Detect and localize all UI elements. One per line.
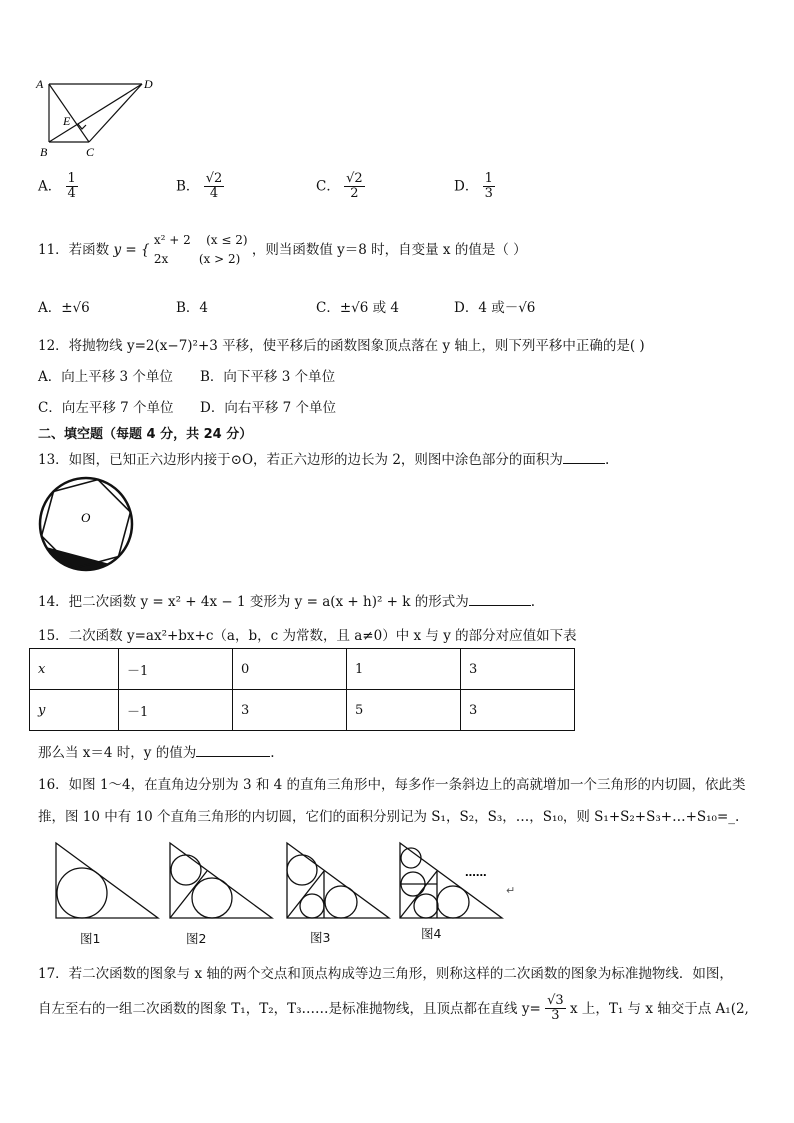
q10-option-c[interactable]: C． $\frac{√2}{2}$ [316, 171, 363, 202]
q16-line1: 16．如图 1～4，在直角边分别为 3 和 4 的直角三角形中，每多作一条斜边上的高就增加一个三角形的内切圆，依此类 [38, 777, 746, 793]
caption-fig4: 图4 [421, 926, 442, 941]
q15-stem: 15．二次函数 y=ax²+bx+c（a，b，c 为常数，且 a≠0）中 x 与 y 的部分对应值如下表 [38, 628, 577, 644]
q17-line1: 17．若二次函数的图象与 x 轴的两个交点和顶点构成等边三角形，则称这样的二次函数的图象为标准抛物线．如图， [38, 966, 733, 982]
caption-fig1: 图1 [80, 931, 101, 946]
q10-option-d[interactable]: D． $\frac{1}{3}$ [454, 171, 493, 202]
table-cell: 0 [233, 649, 347, 690]
table-cell: 1 [347, 649, 461, 690]
q14-answer-blank[interactable] [469, 605, 531, 606]
q11-option-b[interactable]: B．4 [176, 300, 209, 316]
table-cell: －1 [119, 649, 233, 690]
table-cell: 3 [461, 690, 575, 731]
label-E: E [63, 114, 71, 128]
table-row [30, 690, 575, 731]
q11-option-d[interactable]: D．4 或－√6 [454, 300, 536, 316]
return-mark: ↵ [506, 884, 516, 897]
q17-line2: 自左至右的一组二次函数的图象 T₁，T₂，T₃……是标准抛物线，且顶点都在直线 y= $\frac{√3}{3}$ x 上，T₁ 与 x 轴交于点 A₁(2, [38, 993, 749, 1024]
q13-answer-blank[interactable] [563, 463, 605, 464]
quadrilateral-figure [34, 74, 164, 160]
label-B: B [40, 145, 48, 159]
table-cell: 3 [461, 649, 575, 690]
q15-question: 那么当 x＝4 时，y 的值为 . [38, 745, 275, 761]
q12-option-d[interactable]: D．向右平移 7 个单位 [200, 400, 336, 416]
table-cell: －1 [119, 690, 233, 731]
label-D: D [144, 77, 153, 91]
q15-answer-blank[interactable] [196, 756, 270, 757]
q10-option-b[interactable]: B． $\frac{√2}{4}$ [176, 171, 223, 202]
ellipsis-dots: ...... [465, 864, 487, 879]
q11-option-a[interactable]: A．±√6 [38, 300, 90, 316]
q13-stem: 13．如图，已知正六边形内接于⊙O，若正六边形的边长为 2，则图中涂色部分的面积为 . [38, 452, 610, 468]
q12-stem: 12．将抛物线 y=2(x−7)²+3 平移，使平移后的函数图象顶点落在 y 轴上，则下列平移中正确的是( ) [38, 338, 645, 354]
caption-fig3: 图3 [310, 930, 331, 945]
table-cell: y [30, 690, 119, 731]
table-cell: x [30, 649, 119, 690]
q10-option-a[interactable]: A． $\frac{1}{4}$ [38, 171, 76, 202]
table-row [30, 649, 575, 690]
caption-fig2: 图2 [186, 931, 207, 946]
section-title: 二、填空题（每题 4 分，共 24 分） [38, 427, 253, 442]
q16-line2: 推，图 10 中有 10 个直角三角形的内切圆，它们的面积分别记为 S₁，S₂，S₃，…，S₁₀，则 S₁+S₂+S₃+…+S₁₀=_. [38, 809, 740, 825]
label-C: C [86, 145, 95, 159]
hexagon-circle-figure [36, 474, 136, 574]
incircle-figures [50, 840, 520, 948]
q12-option-c[interactable]: C．向左平移 7 个单位 [38, 400, 174, 416]
table-cell: 3 [233, 690, 347, 731]
q14-stem: 14．把二次函数 y = x² + 4x − 1 变形为 y = a(x + h)² + k 的形式为 . [38, 594, 536, 610]
q11-stem: 11．若函数 y = { x² + 2 (x ≤ 2) 2x (x > 2) ，则当函数值 y＝8 时，自变量 x 的值是（ ） [38, 233, 527, 266]
label-A: A [36, 77, 44, 91]
q15-value-table [29, 648, 575, 731]
q11-option-c[interactable]: C．±√6 或 4 [316, 300, 400, 316]
q12-option-a[interactable]: A．向上平移 3 个单位 [38, 369, 173, 385]
center-label-O: O [81, 510, 91, 525]
table-cell: 5 [347, 690, 461, 731]
q12-option-b[interactable]: B．向下平移 3 个单位 [200, 369, 336, 385]
